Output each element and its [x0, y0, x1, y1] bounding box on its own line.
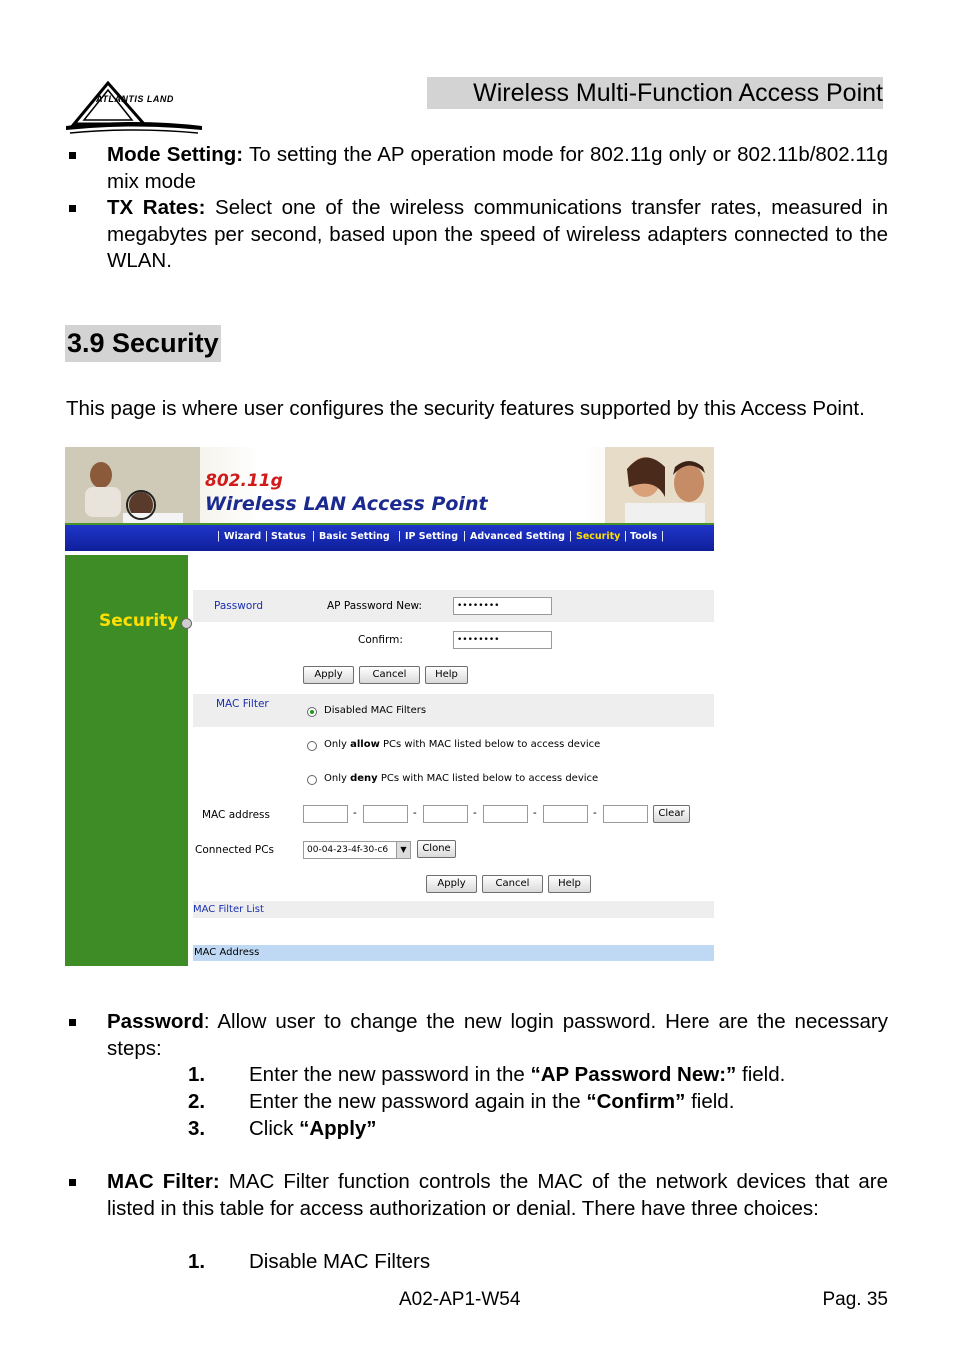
security-page-screenshot: 802.11g Wireless LAN Access Point | Wizard | Status | Basic Setting | IP Setting | Advanced Setting | Security | Tools | Security Password AP Password New: •••••••• Confirm: •••••••• Apply Cancel Help MAC Filter Disabled MAC Filters Only allow PCs with MAC listed below to access device Only deny PCs with MAC listed below to access device MAC address - - - - - Clear Connected PCs 00-04-23-4f-30-c6 ▼ Clone Apply Cancel Help MAC Filter List MAC Address	[65, 447, 714, 966]
chevron-down-icon[interactable]: ▼	[396, 842, 410, 858]
bullet-mode-setting	[107, 142, 888, 195]
bullet-label: Password	[107, 1010, 204, 1033]
bullet-mac-filter	[107, 1169, 888, 1222]
bullet-password	[107, 1009, 888, 1062]
nav-wizard[interactable]: Wizard	[224, 531, 262, 542]
cancel-button[interactable]: Cancel	[359, 666, 420, 684]
bullet-label: MAC Filter:	[107, 1170, 220, 1193]
nav-bar: | Wizard | Status | Basic Setting | IP Setting | Advanced Setting | Security | Tools |	[65, 525, 714, 551]
section-intro: This page is where user configures the security features supported by this Access Point.	[66, 397, 865, 420]
apply-button[interactable]: Apply	[303, 666, 354, 684]
radio-deny-only[interactable]	[307, 775, 317, 785]
clear-button[interactable]: Clear	[653, 805, 690, 823]
people-photo-right	[605, 447, 714, 525]
mac-octet-3[interactable]	[423, 805, 468, 823]
section-heading: 3.9 Security	[65, 325, 221, 362]
document-header-title: Wireless Multi-Function Access Point	[427, 77, 883, 109]
mac-address-label: MAC address	[202, 809, 270, 821]
sidebar-bullet-icon	[181, 618, 192, 629]
logo-graphic	[66, 80, 204, 138]
password-section-label: Password	[214, 600, 264, 612]
brand-line1: 802.11g	[205, 471, 283, 491]
ap-password-label: AP Password New:	[327, 600, 423, 612]
sidebar-title: Security	[99, 611, 179, 631]
nav-advanced-setting[interactable]: Advanced Setting	[470, 531, 565, 542]
bullet-icon	[69, 1179, 76, 1186]
bullet-icon	[69, 1019, 76, 1026]
mac-filter-row	[193, 694, 714, 727]
bullet-text: Select one of the wireless communications transfer rates, measured in megabytes per second, based upon the speed of wireless adapters connected to the WLAN.	[107, 196, 888, 272]
ap-password-input[interactable]: ••••••••	[453, 597, 552, 615]
nav-tools[interactable]: Tools	[630, 531, 658, 542]
help-button-mac[interactable]: Help	[548, 875, 591, 893]
opt-allow-label: Only allow PCs with MAC listed below to access device	[324, 739, 601, 750]
footer-page-number: Pag. 35	[822, 1289, 888, 1310]
clone-button[interactable]: Clone	[417, 840, 456, 858]
footer-model: A02-AP1-W54	[399, 1289, 521, 1310]
radio-allow-only[interactable]	[307, 741, 317, 751]
nav-status[interactable]: Status	[271, 531, 306, 542]
opt-deny-label: Only deny PCs with MAC listed below to access device	[324, 773, 599, 784]
logo-text: ATLANTIS LAND	[96, 94, 174, 104]
mac-octet-1[interactable]	[303, 805, 348, 823]
mac-filter-list-label: MAC Filter List	[193, 904, 264, 915]
bullet-icon	[69, 152, 76, 159]
nav-security[interactable]: Security	[576, 531, 621, 542]
mac-octet-5[interactable]	[543, 805, 588, 823]
people-photo-left	[65, 447, 200, 525]
bullet-tx-rates	[107, 195, 888, 275]
mac-octet-2[interactable]	[363, 805, 408, 823]
mac-address-column-header: MAC Address	[194, 947, 260, 958]
bullet-text: To setting the AP operation mode for 802.11g only or 802.11b/802.11g mix mode	[107, 143, 889, 193]
connected-pcs-label: Connected PCs	[195, 844, 275, 856]
apply-button-mac[interactable]: Apply	[426, 875, 477, 893]
bullet-text: MAC Filter function controls the MAC of the network devices that are listed in this table for access authorization or denial. There have three choices:	[107, 1170, 888, 1220]
brand-line2: Wireless LAN Access Point	[205, 493, 488, 515]
opt-disabled-label: Disabled MAC Filters	[324, 705, 427, 716]
mac-filter-label: MAC Filter	[216, 698, 269, 710]
connected-pcs-value: 00-04-23-4f-30-c6	[307, 845, 389, 855]
bullet-label: Mode Setting:	[107, 143, 244, 166]
banner	[65, 447, 714, 525]
atlantis-logo	[66, 80, 204, 138]
bullet-text: : Allow user to change the new login password. Here are the necessary steps:	[107, 1010, 888, 1060]
connected-pcs-select[interactable]	[303, 841, 411, 859]
nav-basic-setting[interactable]: Basic Setting	[319, 531, 390, 542]
bullet-icon	[69, 205, 76, 212]
nav-ip-setting[interactable]: IP Setting	[405, 531, 458, 542]
mac-list-header	[193, 945, 714, 961]
cancel-button-mac[interactable]: Cancel	[482, 875, 543, 893]
radio-disabled-mac-filters[interactable]	[307, 707, 317, 717]
confirm-input[interactable]: ••••••••	[453, 631, 552, 649]
mac-octet-6[interactable]	[603, 805, 648, 823]
confirm-label: Confirm:	[358, 634, 403, 646]
mac-octet-4[interactable]	[483, 805, 528, 823]
help-button[interactable]: Help	[425, 666, 468, 684]
mac-filter-list-row	[193, 901, 714, 918]
bullet-label: TX Rates:	[107, 196, 206, 219]
